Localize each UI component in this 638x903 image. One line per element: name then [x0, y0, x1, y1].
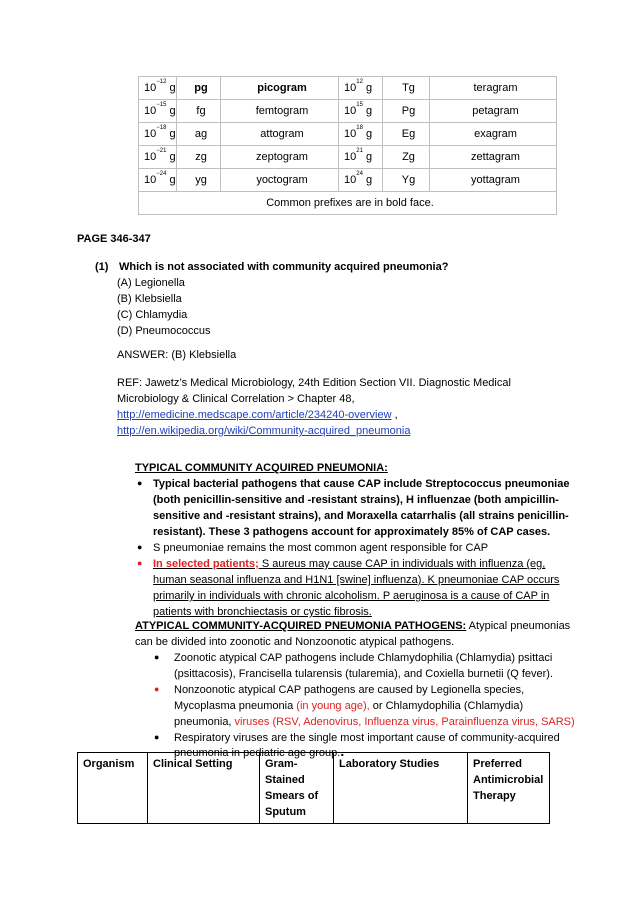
- bullet-icon: ●: [137, 542, 143, 552]
- prefix-power: [339, 100, 383, 123]
- prefix-row: [139, 146, 557, 169]
- bullet-icon: ●: [154, 732, 160, 742]
- column-header-line: Smears of: [265, 790, 319, 802]
- power-exponent: 24: [356, 171, 363, 177]
- typical-bullet-3-line-2: human seasonal influenza and H1N1 [swine] influenza). K pneumoniae CAP occurs: [153, 574, 560, 586]
- option-b: (B) Klebsiella: [117, 293, 182, 305]
- power-exponent: 21: [356, 148, 363, 154]
- typical-bullet-3-line-1: [153, 556, 545, 572]
- power-unit: g: [366, 151, 373, 163]
- power-exponent: 15: [356, 102, 363, 108]
- atypical-b2-text-b: or Chlamydophilia (Chlamydia): [369, 700, 524, 712]
- power-base: 10: [144, 82, 157, 94]
- prefix-name: zettagram: [430, 146, 557, 169]
- power-base: 10: [344, 174, 357, 186]
- prefix-symbol: Tg: [383, 77, 430, 100]
- column-header-line: Clinical Setting: [153, 758, 233, 770]
- medscape-link[interactable]: http://emedicine.medscape.com/article/234240-overview: [117, 409, 392, 421]
- typical-heading: TYPICAL COMMUNITY ACQUIRED PNEUMONIA:: [135, 462, 388, 474]
- column-header-line: Stained: [265, 774, 305, 786]
- column-header: [148, 753, 260, 824]
- prefix-power: [139, 100, 177, 123]
- column-header: [78, 753, 148, 824]
- bullet-icon: ●: [154, 684, 160, 694]
- page-heading: PAGE 346-347: [77, 233, 151, 245]
- option-d: (D) Pneumococcus: [117, 325, 211, 337]
- power-unit: g: [169, 174, 176, 186]
- power-unit: g: [169, 105, 176, 117]
- atypical-intro-line-2: can be divided into zoonotic and Nonzoonotic atypical pathogens.: [135, 636, 455, 648]
- prefix-row: [139, 77, 557, 100]
- prefix-symbol: yg: [177, 169, 221, 192]
- power-exponent: −12: [156, 79, 167, 85]
- prefix-power: [339, 77, 383, 100]
- prefix-name: yottagram: [430, 169, 557, 192]
- prefix-row: [139, 123, 557, 146]
- column-header-line: Sputum: [265, 806, 306, 818]
- power-base: 10: [144, 128, 157, 140]
- prefix-symbol: pg: [177, 77, 221, 100]
- reference-links-row-2: [117, 423, 410, 439]
- typical-bullet-3-line-3: primarily in individuals with chronic alcoholism. P aeruginosa is a cause of CAP in: [153, 590, 550, 602]
- power-exponent: −24: [156, 171, 167, 177]
- column-header: [468, 753, 550, 824]
- power-base: 10: [344, 82, 357, 94]
- atypical-heading: ATYPICAL COMMUNITY-ACQUIRED PNEUMONIA PATHOGENS:: [135, 620, 467, 632]
- table-header-row: [78, 753, 550, 824]
- power-exponent: −15: [156, 102, 167, 108]
- prefix-name: yoctogram: [221, 169, 339, 192]
- prefix-power: [339, 169, 383, 192]
- typical-bullet-3-text: S aureus may cause CAP in individuals with influenza (eg,: [258, 558, 546, 570]
- power-exponent: −21: [156, 148, 167, 154]
- atypical-b2-red-a: (in young age),: [296, 700, 370, 712]
- prefix-symbol: zg: [177, 146, 221, 169]
- power-base: 10: [344, 128, 357, 140]
- link-separator: ,: [391, 409, 398, 421]
- column-header-line: Gram-: [265, 758, 298, 770]
- atypical-bullet-2-line-3: [174, 714, 575, 730]
- prefix-table-note: Common prefixes are in bold face.: [139, 192, 557, 215]
- prefix-name: teragram: [430, 77, 557, 100]
- typical-bullet-1-line-1: Typical bacterial pathogens that cause CAP include Streptococcus pneumoniae: [153, 478, 570, 490]
- question-text: Which is not associated with community acquired pneumonia?: [119, 261, 449, 273]
- atypical-bullet-3-line-1: Respiratory viruses are the single most important cause of community-acquired: [174, 732, 560, 744]
- power-unit: g: [169, 128, 176, 140]
- option-c: (C) Chlamydia: [117, 309, 188, 321]
- column-header-line: Antimicrobial: [473, 774, 544, 786]
- prefix-row: [139, 100, 557, 123]
- bullet-icon: ●: [137, 558, 143, 568]
- typical-bullet-1-line-4: resistant). These 3 pathogens account for approximately 85% of CAP cases.: [153, 526, 551, 538]
- bullet-icon: ●: [137, 478, 143, 488]
- atypical-bullet-2-line-2: [174, 698, 523, 714]
- typical-bullet-2: S pneumoniae remains the most common agent responsible for CAP: [153, 542, 489, 554]
- column-header: [260, 753, 334, 824]
- prefix-name: attogram: [221, 123, 339, 146]
- prefix-name: exagram: [430, 123, 557, 146]
- column-header: [334, 753, 468, 824]
- atypical-heading-rest: Atypical pneumonias: [466, 620, 571, 632]
- prefix-power: [339, 123, 383, 146]
- atypical-intro-line-1: [135, 618, 570, 634]
- power-unit: g: [366, 128, 373, 140]
- question-number: (1): [95, 261, 109, 273]
- prefix-name: femtogram: [221, 100, 339, 123]
- atypical-b2-text-a: Mycoplasma pneumonia: [174, 700, 297, 712]
- power-base: 10: [144, 174, 157, 186]
- power-unit: g: [366, 105, 373, 117]
- prefix-power: [339, 146, 383, 169]
- atypical-bullet-2-line-1: Nonzoonotic atypical CAP pathogens are caused by Legionella species,: [174, 684, 525, 696]
- reference-line-1: REF: Jawetz’s Medical Microbiology, 24th Edition Section VII. Diagnostic Medical: [117, 377, 511, 389]
- prefix-power: [139, 123, 177, 146]
- prefix-name: picogram: [221, 77, 339, 100]
- power-exponent: −18: [156, 125, 167, 131]
- prefix-power: [139, 169, 177, 192]
- prefix-symbol: Yg: [383, 169, 430, 192]
- typical-bullet-1-line-2: (both penicillin-sensitive and -resistant strains), H influenzae (both ampicillin-: [153, 494, 559, 506]
- atypical-b3-text: pneumonia in pediatric age group.: [174, 747, 341, 759]
- prefix-name: petagram: [430, 100, 557, 123]
- prefix-symbol: Eg: [383, 123, 430, 146]
- column-header-line: Laboratory Studies: [339, 758, 440, 770]
- prefix-row: [139, 169, 557, 192]
- option-a: (A) Legionella: [117, 277, 185, 289]
- prefix-symbol: fg: [177, 100, 221, 123]
- atypical-bullet-1-line-2: (psittacosis), Francisella tularensis (tularemia), and Coxiella burnetii (Q fever).: [174, 668, 554, 680]
- atypical-b2-red-b: viruses (RSV, Adenovirus, Influenza virus, Parainfluenza virus, SARS): [234, 716, 575, 728]
- power-unit: g: [366, 82, 373, 94]
- antimicrobial-table: [77, 752, 550, 824]
- power-base: 10: [144, 105, 157, 117]
- column-header-line: Preferred: [473, 758, 522, 770]
- reference-links-row: [117, 407, 398, 423]
- power-base: 10: [344, 151, 357, 163]
- prefix-name: zeptogram: [221, 146, 339, 169]
- prefix-power: [139, 146, 177, 169]
- prefix-symbol: Zg: [383, 146, 430, 169]
- power-exponent: 18: [356, 125, 363, 131]
- prefix-symbol: ag: [177, 123, 221, 146]
- power-exponent: 12: [356, 79, 363, 85]
- column-header-line: Therapy: [473, 790, 516, 802]
- column-header-line: Organism: [83, 758, 135, 770]
- power-unit: g: [169, 82, 176, 94]
- reference-line-2: Microbiology & Clinical Correlation > Chapter 48,: [117, 393, 355, 405]
- prefix-power: [139, 77, 177, 100]
- power-unit: g: [366, 174, 373, 186]
- prefix-symbol: Pg: [383, 100, 430, 123]
- atypical-bullet-1-line-1: Zoonotic atypical CAP pathogens include Chlamydophilia (Chlamydia) psittaci: [174, 652, 553, 664]
- typical-bullet-3-line-4: patients with bronchiectasis or cystic fibrosis.: [153, 606, 372, 618]
- power-base: 10: [144, 151, 157, 163]
- power-unit: g: [169, 151, 176, 163]
- bullet-icon: ●: [154, 652, 160, 662]
- answer-text: ANSWER: (B) Klebsiella: [117, 349, 237, 361]
- selected-patients-label: In selected patients;: [153, 558, 259, 570]
- atypical-b3-dot: .: [340, 743, 345, 759]
- typical-bullet-1-line-3: sensitive and -resistant strains), and Moraxella catarrhalis (all strains penicillin-: [153, 510, 569, 522]
- atypical-b2-text-c: pneumonia,: [174, 716, 235, 728]
- wikipedia-link[interactable]: http://en.wikipedia.org/wiki/Community-acquired_pneumonia: [117, 425, 411, 437]
- power-base: 10: [344, 105, 357, 117]
- prefix-table: [138, 76, 557, 215]
